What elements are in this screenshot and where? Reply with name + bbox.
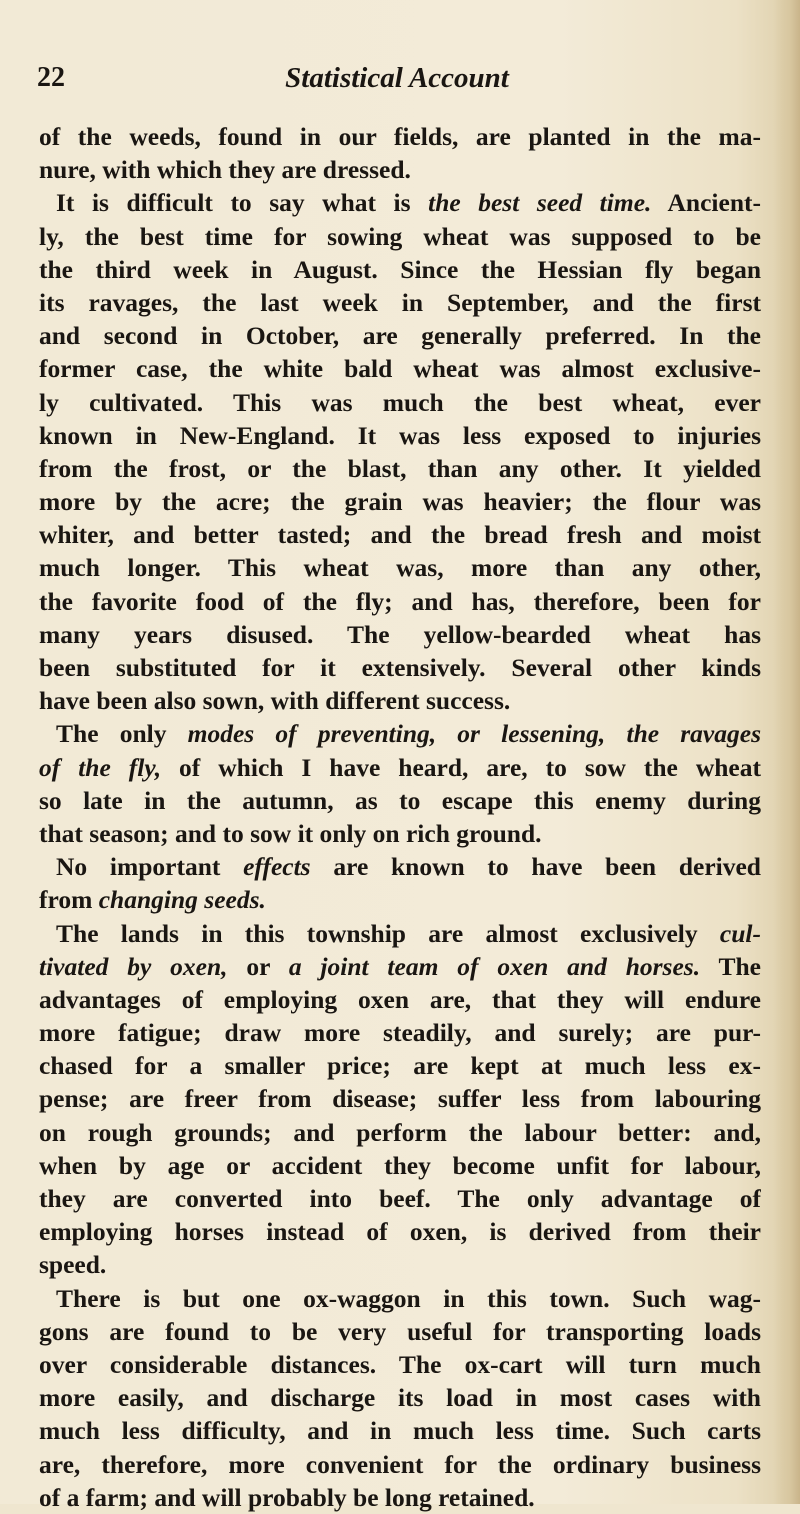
text-segment: or: [227, 951, 289, 981]
text-line: whiter, and better tasted; and the bread fresh and moist: [39, 520, 761, 550]
text-line: known in New-England. It was less exposed to injuries: [39, 420, 761, 450]
text-line: that season; and to sow it only on rich ground.: [39, 818, 542, 848]
text-line: more easily, and discharge its load in most cases with: [39, 1383, 761, 1413]
page-edge-shadow: [774, 0, 800, 1504]
text-line: speed.: [39, 1250, 107, 1280]
text-line: so late in the autumn, as to escape this enemy during: [39, 785, 761, 815]
text-segment: The: [700, 951, 761, 981]
text-line: more fatigue; draw more steadily, and surely; are pur-: [39, 1018, 761, 1048]
text-segment: The lands in this township are almost exclusively: [56, 918, 720, 948]
text-line: have been also sown, with different success.: [39, 686, 511, 716]
text-line: [39, 186, 761, 219]
text-line: are, therefore, more convenient for the ordinary business: [39, 1449, 761, 1479]
italic-phrase: tivated by oxen,: [39, 951, 228, 981]
italic-phrase: cul-: [719, 918, 761, 948]
running-title: Statistical Account: [285, 62, 509, 94]
text-line: they are converted into beef. The only advantage of: [39, 1184, 761, 1213]
text-line: over considerable distances. The ox-cart will turn much: [39, 1349, 761, 1379]
text-line: gons are found to be very useful for transporting loads: [39, 1316, 761, 1346]
text-line: ly cultivated. This was much the best wheat, ever: [39, 387, 761, 417]
text-line: [39, 917, 761, 950]
text-line: much longer. This wheat was, more than any other,: [39, 553, 761, 583]
text-line: [39, 850, 761, 883]
text-line: former case, the white bald wheat was almost exclusive-: [39, 354, 761, 384]
text-line: chased for a smaller price; are kept at much less ex-: [39, 1051, 761, 1081]
text-line: employing horses instead of oxen, is derived from their: [39, 1217, 761, 1247]
text-line: much less difficulty, and in much less time. Such carts: [39, 1416, 761, 1446]
text-segment: Ancient-: [651, 188, 761, 218]
text-line: ly, the best time for sowing wheat was supposed to be: [39, 221, 761, 251]
text-line: [39, 751, 761, 784]
text-line: many years disused. The yellow-bearded wheat has: [39, 619, 761, 649]
italic-phrase: of the fly,: [39, 752, 162, 782]
text-line: of the weeds, found in our fields, are planted in the ma-: [39, 122, 761, 151]
text-line: when by age or accident they become unfit for labour,: [39, 1150, 761, 1180]
text-line: on rough grounds; and perform the labour better: and,: [39, 1117, 761, 1147]
text-line: advantages of employing oxen are, that they will endure: [39, 984, 761, 1014]
text-line: nure, with which they are dressed.: [39, 155, 411, 185]
text-line: its ravages, the last week in September, and the first: [39, 287, 761, 317]
text-line: the third week in August. Since the Hessian fly began: [39, 254, 761, 284]
text-line: [39, 950, 761, 983]
page-number: 22: [37, 62, 65, 93]
text-line: and second in October, are generally preferred. In the: [39, 321, 761, 351]
body-text: [39, 120, 761, 1514]
text-segment: of which I have heard, are, to sow the wheat: [161, 752, 761, 782]
italic-phrase: modes of preventing, or lessening, the ravages: [187, 719, 761, 749]
text-line: pense; are freer from disease; suffer less from labouring: [39, 1084, 761, 1114]
text-line: more by the acre; the grain was heavier; the flour was: [39, 487, 761, 517]
page-header: [37, 62, 757, 102]
italic-phrase: a joint team of oxen and horses.: [288, 951, 701, 981]
text-segment: from: [39, 885, 99, 915]
text-segment: It is difficult to say what is: [56, 188, 429, 218]
text-line: [39, 883, 761, 916]
text-line: of a farm; and will probably be long retained.: [39, 1482, 535, 1512]
italic-phrase: effects: [243, 852, 311, 882]
italic-phrase: changing seeds.: [98, 885, 266, 915]
text-line: There is but one ox-waggon in this town. Such wag-: [56, 1283, 761, 1313]
text-segment: The only: [56, 719, 188, 749]
text-line: the favorite food of the fly; and has, therefore, been for: [39, 586, 761, 616]
text-line: been substituted for it extensively. Several other kinds: [39, 653, 761, 682]
text-line: from the frost, or the blast, than any other. It yielded: [39, 453, 761, 483]
italic-phrase: the best seed time.: [428, 188, 652, 218]
text-segment: No important: [56, 852, 244, 882]
text-segment: are known to have been derived: [310, 852, 761, 882]
text-line: [39, 717, 761, 750]
